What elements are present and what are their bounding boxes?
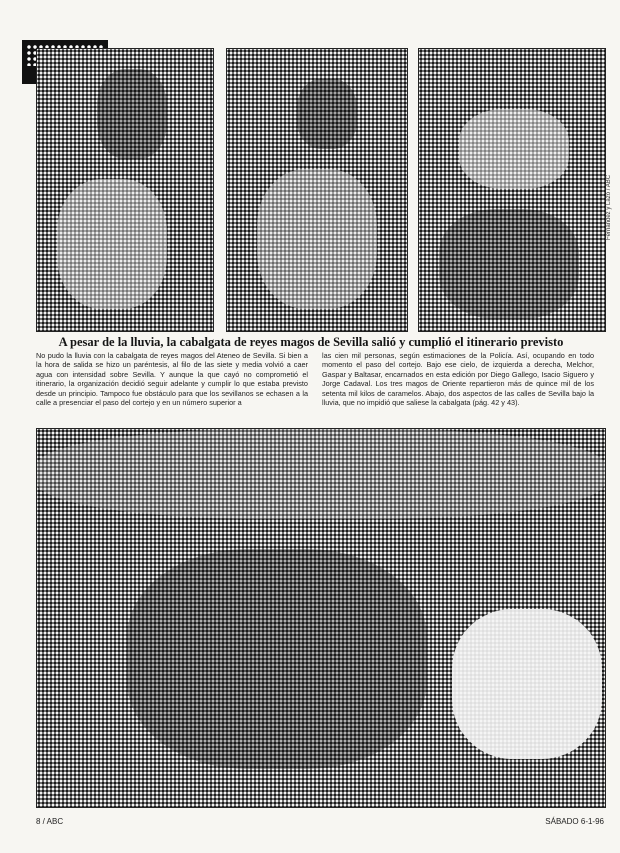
photo-shade	[297, 79, 357, 149]
footer-page-number: 8 / ABC	[36, 817, 64, 826]
photo-melchor	[36, 48, 214, 332]
photo-shade	[439, 209, 579, 319]
photo-shade	[127, 549, 427, 769]
headline: A pesar de la lluvia, la cabalgata de reyes magos de Sevilla salió y cumplió el itinerario previsto	[58, 335, 564, 349]
footer-date: SÁBADO 6-1-96	[545, 817, 604, 826]
body-text-left: No pudo la lluvia con la cabalgata de reyes magos del Ateneo de Sevilla. Si bien a la hora de salida se hizo un paréntesis, al filo de las siete y media volvió a caer agua con intensidad sobre Sevilla. Y aunque la que cayó no comprometió el itinerario, la organización decidió seguir adelante y cumplir lo que estaba previsto desde un principio. Tampoco fue obstáculo para que los sevillanos se echasen a la calle a presenciar el paso del cortejo y en un número superior a	[36, 351, 308, 408]
photo-shade	[97, 69, 167, 159]
photo-credit: Fernández y Lazo / ABC	[606, 174, 612, 240]
photo-shade	[57, 179, 167, 309]
photo-shade	[257, 169, 377, 309]
photo-shade	[459, 109, 569, 189]
photo-baltasar	[418, 48, 606, 332]
photo-shade	[452, 609, 602, 759]
photo-shade	[37, 429, 605, 519]
photo-street-rain	[36, 428, 606, 808]
body-text-right: las cien mil personas, según estimaciones de la Policía. Así, ocupando en todo momento el paso del cortejo. Bajo ese cielo, de izquierda a derecha, Melchor, Gaspar y Baltasar, encarnados en esta edición por Diego Gallego, Isacio Siguero y Jorge Cadaval. Los tres magos de Oriente repartieron más de quince mil de los setenta mil kilos de caramelos. Abajo, dos aspectos de las calles de Sevilla bajo la lluvia, que no impidió que saliese la cabalgata (pág. 42 y 43).	[322, 351, 594, 408]
photo-gaspar	[226, 48, 408, 332]
